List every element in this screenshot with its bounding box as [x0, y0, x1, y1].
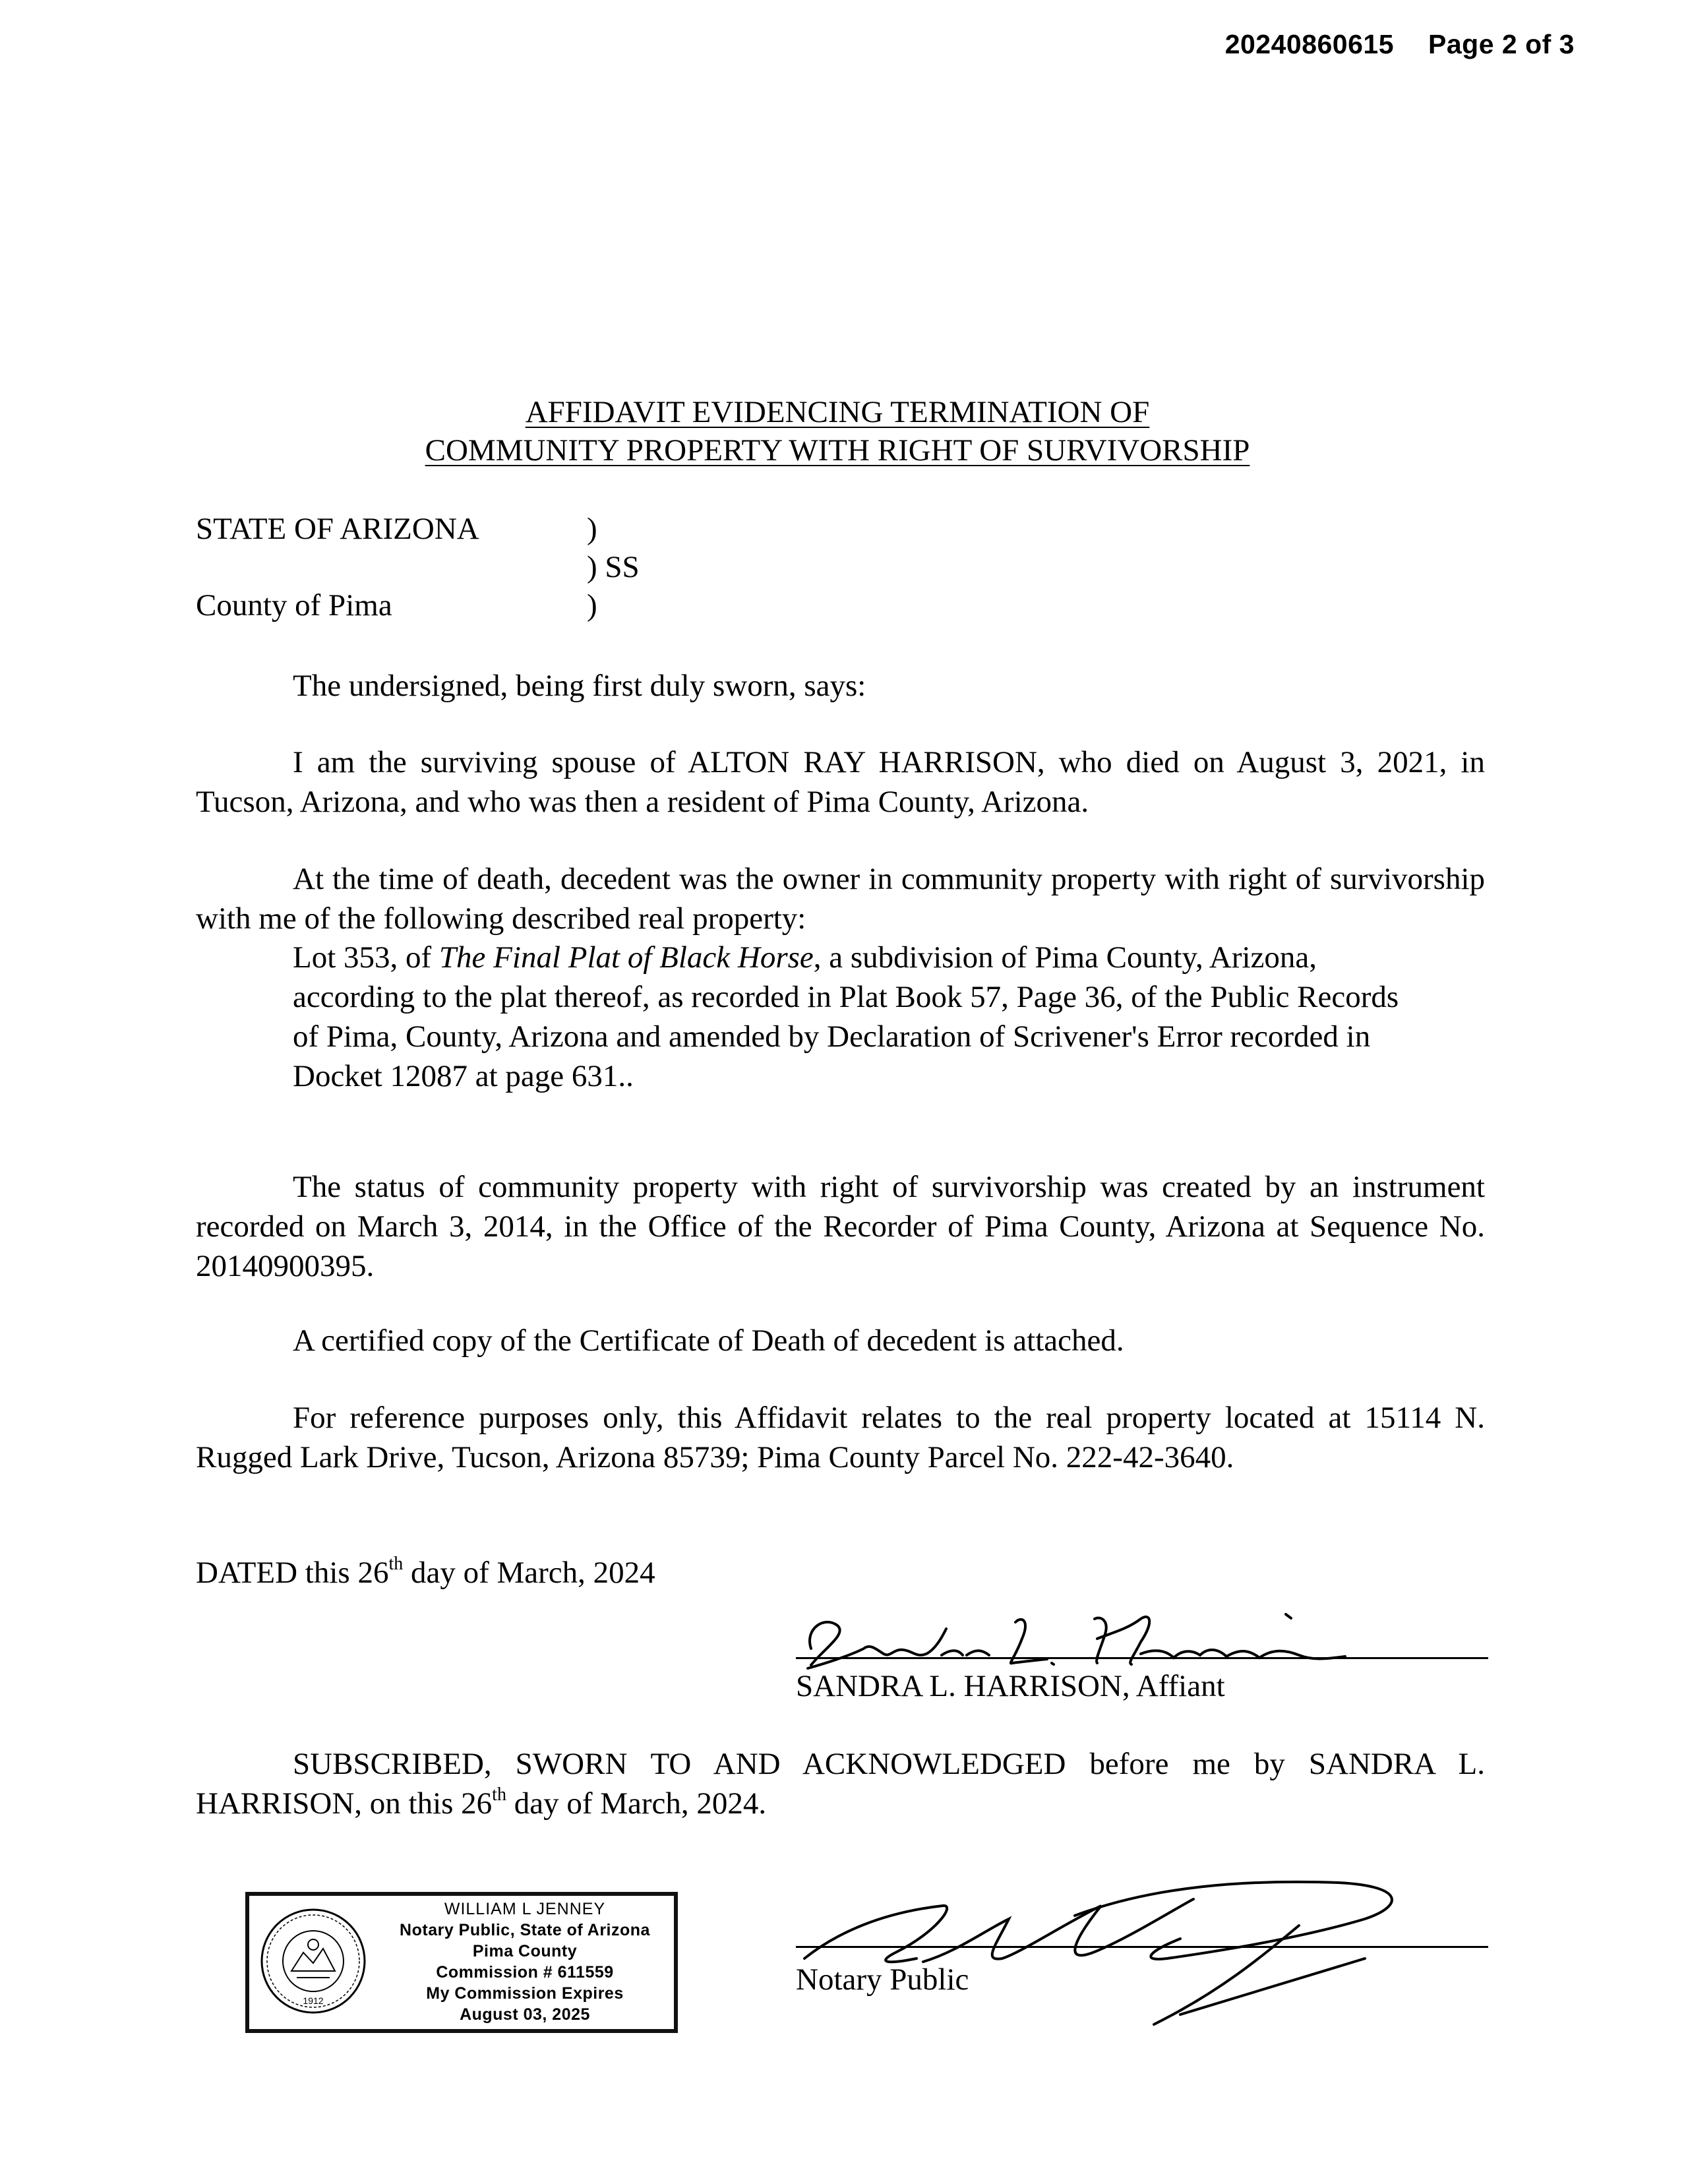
- stamp-county: Pima County: [472, 1942, 578, 1960]
- spouse-paragraph: I am the surviving spouse of ALTON RAY HARRISON, who died on August 3, 2021, in Tucson, Arizona, and who was then a resident of Pima County, Arizona.: [196, 745, 1485, 819]
- state-seal-icon: [257, 1905, 369, 2017]
- record-number: 20240860615: [1224, 29, 1395, 59]
- dated-suffix: day of March, 2024: [403, 1556, 655, 1590]
- legal-description: [293, 938, 1427, 1096]
- acknowledgement-paragraph: [196, 1744, 1485, 1823]
- title-line-1: AFFIDAVIT EVIDENCING TERMINATION OF: [525, 395, 1150, 429]
- legal-rest: , a subdivision of Pima County, Arizona, according to the plat thereof, as recorded in Plat Book 57, Page 36, of the Public Records of Pima, County, Arizona and amended by Declaration of Scrivener's Error recorded in Docket 12087 at page 631..: [293, 940, 1399, 1093]
- stamp-expires-label: My Commission Expires: [426, 1984, 624, 2003]
- reference-paragraph: For reference purposes only, this Affidavit relates to the real property located at 15114 N. Rugged Lark Drive, Tucson, Arizona 85739; Pima County Parcel No. 222-42-3640.: [196, 1401, 1485, 1474]
- stamp-title: Notary Public, State of Arizona: [400, 1921, 650, 1939]
- seal-year: 1912: [303, 1995, 324, 2006]
- venue-paren: ): [587, 588, 597, 622]
- ownership-paragraph: At the time of death, decedent was the owner in community property with right of survivorship with me of the following described real property:: [196, 862, 1485, 936]
- plat-name: The Final Plat of Black Horse: [438, 940, 814, 975]
- title-line-2: COMMUNITY PROPERTY WITH RIGHT OF SURVIVORSHIP: [425, 433, 1250, 468]
- dated-prefix: DATED this 26: [196, 1556, 389, 1590]
- certificate-paragraph: A certified copy of the Certificate of Death of decedent is attached.: [293, 1323, 1124, 1358]
- ack-sup: th: [492, 1784, 506, 1805]
- ack-prefix: SUBSCRIBED, SWORN TO AND ACKNOWLEDGED before me by SANDRA L. HARRISON, on this 26: [196, 1747, 1485, 1821]
- stamp-expires-date: August 03, 2025: [460, 2005, 590, 2024]
- notary-public-label: Notary Public: [796, 1962, 969, 1997]
- dated-line: [196, 1553, 655, 1592]
- affiant-signature: [785, 1602, 1352, 1675]
- venue-county: County of Pima: [196, 588, 392, 622]
- legal-lot: Lot 353, of: [293, 940, 432, 975]
- dated-sup: th: [388, 1554, 404, 1574]
- stamp-commission: Commission # 611559: [436, 1963, 614, 1982]
- notary-signature: [785, 1853, 1418, 2038]
- notary-signature-line: [796, 1946, 1488, 1948]
- venue-ss: ) SS: [587, 550, 640, 584]
- page-number: Page 2 of 3: [1428, 29, 1575, 59]
- stamp-notary-name: WILLIAM L JENNEY: [444, 1900, 606, 1918]
- stamp-text: [371, 1898, 678, 2025]
- intro-paragraph: The undersigned, being first duly sworn, says:: [293, 669, 866, 703]
- ack-suffix: day of March, 2024.: [506, 1786, 767, 1821]
- affiant-name: SANDRA L. HARRISON, Affiant: [796, 1669, 1225, 1703]
- venue-paren: ): [587, 512, 597, 546]
- affiant-signature-line: [796, 1657, 1488, 1659]
- document-header: [1225, 29, 1575, 60]
- notary-stamp: [245, 1892, 678, 2033]
- venue-state: STATE OF ARIZONA: [196, 512, 479, 546]
- instrument-paragraph: The status of community property with right of survivorship was created by an instrument recorded on March 3, 2014, in the Office of the Recorder of Pima County, Arizona at Sequence No. 20140900395.: [196, 1170, 1485, 1283]
